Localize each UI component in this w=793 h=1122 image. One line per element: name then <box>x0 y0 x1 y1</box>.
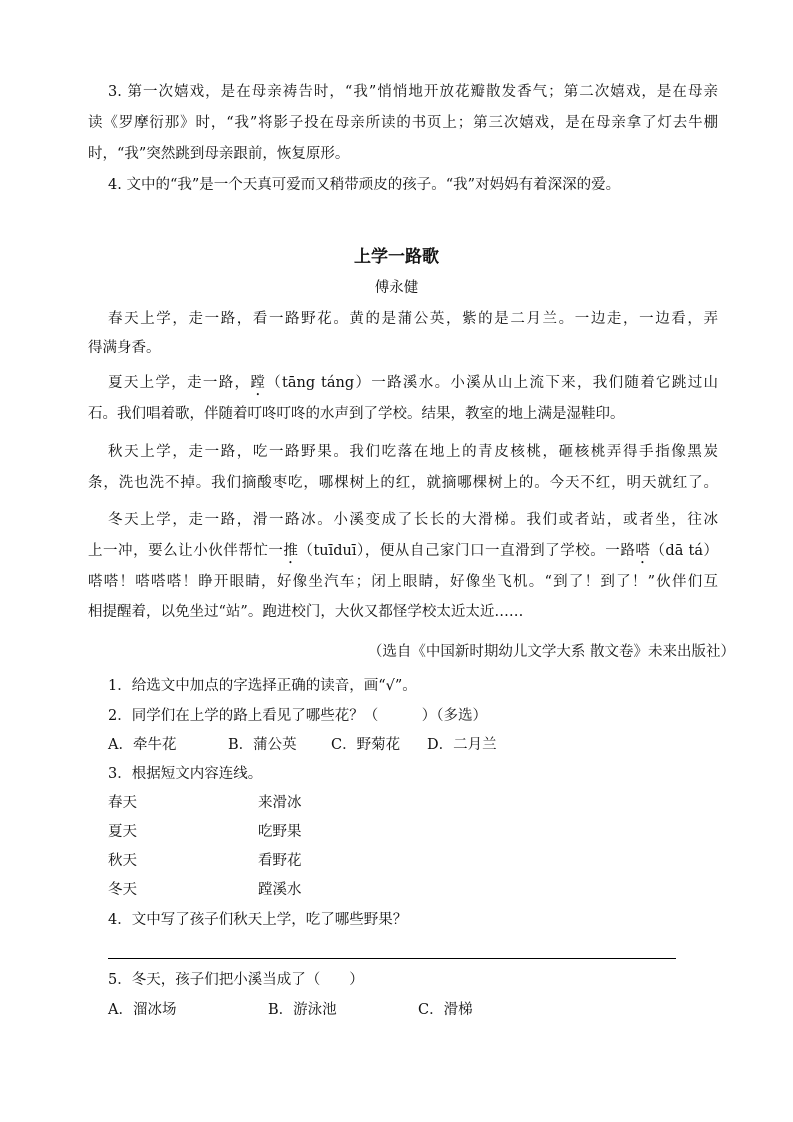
question-1: 1．给选文中加点的字选择正确的读音，画“√”。 <box>108 678 417 694</box>
option: C．野菊花 <box>331 737 401 753</box>
option: B．游泳池 <box>268 1002 337 1018</box>
paragraph-autumn: 秋天上学，走一路，吃一路野果。我们吃落在地上的青皮核桃，砸核桃弄得手指像黑炭 <box>108 444 718 460</box>
match-right: 蹚溪水 <box>258 882 302 898</box>
paragraph-winter-cont: 相提醒着，以免坐过“站”。跑进校门，大伙又都怪学校太近太近…… <box>88 604 524 620</box>
match-right: 看野花 <box>258 853 302 869</box>
text-line: 时，“我”突然跳到母亲跟前，恢复原形。 <box>88 146 350 162</box>
article-author: 傅永健 <box>374 280 419 296</box>
question-2: 2．同学们在上学的路上看见了哪些花？（ ）（多选） <box>108 708 487 724</box>
match-left: 秋天 <box>108 853 137 869</box>
article-title: 上学一路歌 <box>354 247 439 267</box>
paragraph-winter: 冬天上学，走一路，滑一路冰。小溪变成了长长的大滑梯。我们或者站，或者坐，往冰 <box>108 512 718 528</box>
match-right: 吃野果 <box>258 824 302 840</box>
option: A．溜冰场 <box>108 1002 177 1018</box>
text-line: 读《罗摩衍那》时，“我”将影子投在母亲所读的书页上；第三次嬉戏，是在母亲拿了灯去牛棚 <box>88 115 718 131</box>
paragraph-winter-cont: 嗒嗒！嗒嗒嗒！睁开眼睛，好像坐汽车；闭上眼睛，好像坐飞机。“到了！到了！”伙伴们互 <box>88 574 718 590</box>
text: （tuīduī），便从自己家门口一直滑到了学校。一路 <box>298 543 636 559</box>
paragraph-spring-cont: 得满身香。 <box>88 340 161 356</box>
answer-4: 4. 文中的“我”是一个天真可爱而又稍带顽皮的孩子。“我”对妈妈有着深深的爱。 <box>108 177 621 193</box>
match-right: 来滑冰 <box>258 795 302 811</box>
paragraph-autumn-cont: 条，洗也洗不掉。我们摘酸枣吃，哪棵树上的红，就摘哪棵树上的。今天不红，明天就红了。 <box>88 475 718 491</box>
paragraph-winter-cont <box>88 541 718 567</box>
text: 上一冲，要么让小伙伴帮忙一 <box>88 543 284 559</box>
option: C．滑梯 <box>418 1002 473 1018</box>
question-3: 3．根据短文内容连线。 <box>108 766 263 782</box>
paragraph-summer <box>108 373 718 399</box>
match-left: 夏天 <box>108 824 137 840</box>
dotted-char: 推 <box>283 543 299 559</box>
dotted-char: 蹚 <box>250 375 267 391</box>
question-5: 5．冬天，孩子们把小溪当成了（ ） <box>108 972 364 988</box>
dotted-char: 嗒 <box>635 543 651 559</box>
option: B．蒲公英 <box>228 737 297 753</box>
text: （dā tá） <box>650 543 719 559</box>
match-left: 冬天 <box>108 882 137 898</box>
question-4: 4．文中写了孩子们秋天上学，吃了哪些野果？ <box>108 912 408 928</box>
answer-line <box>108 958 676 959</box>
match-left: 春天 <box>108 795 137 811</box>
text: 夏天上学，走一路， <box>108 375 251 391</box>
paragraph-spring: 春天上学，走一路，看一路野花。黄的是蒲公英，紫的是二月兰。一边走，一边看，弄 <box>108 311 718 327</box>
paragraph-summer-cont: 石。我们唱着歌，伴随着叮咚叮咚的水声到了学校。结果，教室的地上满是湿鞋印。 <box>88 406 625 422</box>
option: A．牵牛花 <box>108 737 177 753</box>
source-note: （选自《中国新时期幼儿文学大系 散文卷》未来出版社） <box>367 644 735 660</box>
option: D．二月兰 <box>427 737 497 753</box>
text: （tāng táng）一路溪水。小溪从山上流下来，我们随着它跳过山 <box>266 375 719 391</box>
text-line: 3. 第一次嬉戏，是在母亲祷告时，“我”悄悄地开放花瓣散发香气；第二次嬉戏，是在母亲 <box>108 84 718 100</box>
